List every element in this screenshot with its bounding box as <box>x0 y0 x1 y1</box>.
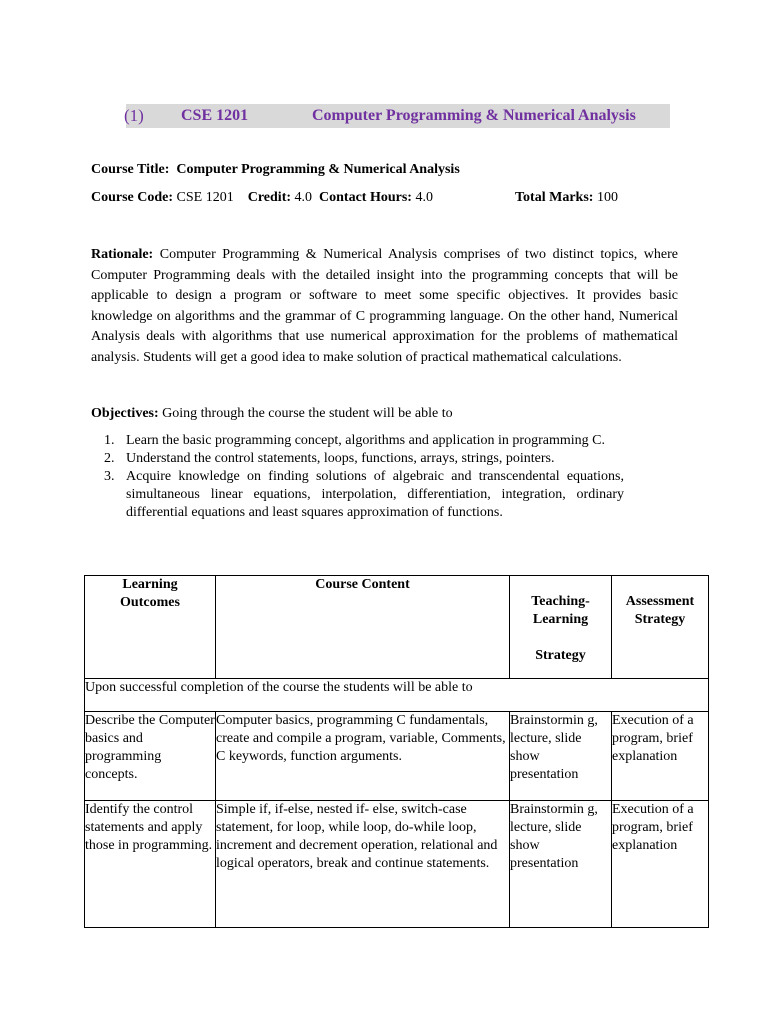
course-code-value: CSE 1201 <box>176 190 234 205</box>
objective-text: Understand the control statements, loops, functions, arrays, strings, pointers. <box>126 451 555 466</box>
table-row <box>85 712 709 801</box>
objective-text: Learn the basic programming concept, algorithms and application in programming C. <box>126 433 605 448</box>
table-header-row <box>85 576 709 679</box>
heading-course-title: Computer Programming & Numerical Analysis <box>312 107 636 124</box>
table-span-row <box>85 679 709 712</box>
teaching-cell: Brainstormin g, lecture, slide show presentation <box>510 801 612 928</box>
objective-text: Acquire knowledge on finding solutions of algebraic and transcendental equations, simultaneous linear equations, interpolation, differentiation, integration, ordinary differential equations and least squares approximation of functions. <box>126 469 624 520</box>
objective-item <box>104 432 624 450</box>
outcome-cell: Describe the Computer basics and programming concepts. <box>85 712 216 801</box>
objectives-intro: Going through the course the student will be able to <box>162 406 453 421</box>
content-cell: Computer basics, programming C fundamentals, create and compile a program, variable, Comments, C keywords, function arguments. <box>216 712 510 801</box>
course-title-value: Computer Programming & Numerical Analysis <box>176 162 460 177</box>
total-marks-label: Total Marks: <box>515 190 594 205</box>
heading-number: (1) <box>124 106 144 125</box>
contact-hours-value: 4.0 <box>415 190 433 205</box>
teaching-cell: Brainstormin g, lecture, slide show presentation <box>510 712 612 801</box>
header-teaching-learning: Teaching-Learning Strategy <box>510 576 612 679</box>
assessment-cell: Execution of a program, brief explanation <box>612 801 709 928</box>
credit-label: Credit: <box>247 190 292 205</box>
header-strategy: Strategy <box>535 648 586 663</box>
credit-value: 4.0 <box>294 190 313 205</box>
objectives-line <box>91 405 453 423</box>
objectives-list <box>104 432 624 522</box>
content-cell: Simple if, if-else, nested if- else, switch-case statement, for loop, while loop, do-while loop, increment and decrement operation, relational and logical operators, break and continue statements. <box>216 801 510 928</box>
rationale-label: Rationale: <box>91 247 154 262</box>
span-cell: Upon successful completion of the course the students will be able to <box>85 679 709 712</box>
objectives-label: Objectives: <box>91 406 159 421</box>
course-code-label: Course Code: <box>91 190 174 205</box>
rationale-paragraph <box>91 245 678 368</box>
course-title-line <box>91 161 460 179</box>
header-course-content: Course Content <box>216 576 510 679</box>
course-heading <box>126 104 670 128</box>
contact-hours-label: Contact Hours: <box>319 190 412 205</box>
assessment-cell: Execution of a program, brief explanation <box>612 712 709 801</box>
header-learning-outcomes: Learning Outcomes <box>85 576 216 679</box>
course-table <box>84 575 709 928</box>
objective-number: 2. <box>104 451 115 466</box>
table-row <box>85 801 709 928</box>
header-assessment-strategy: Assessment Strategy <box>612 576 709 679</box>
total-marks-value: 100 <box>596 190 618 205</box>
objective-number: 1. <box>104 433 115 448</box>
objective-number: 3. <box>104 469 115 484</box>
total-marks-line <box>515 189 618 207</box>
objective-item <box>104 468 624 522</box>
course-title-label: Course Title: <box>91 162 170 177</box>
course-info-line <box>91 189 433 207</box>
outcome-cell: Identify the control statements and apply those in programming. <box>85 801 216 928</box>
objective-item <box>104 450 624 468</box>
heading-course-code: CSE 1201 <box>181 107 249 124</box>
rationale-text: Computer Programming & Numerical Analysis comprises of two distinct topics, where Computer Programming deals with the detailed insight into the programming concepts that will be applicable to design a program or software to meet some specific objectives. It provides basic knowledge on algorithms and the grammar of C programming language. On the other hand, Numerical Analysis deals with algorithms that use numerical approximation for the problems of mathematical analysis. Students will get a good idea to make solution of practical mathematical calculations. <box>91 247 678 365</box>
